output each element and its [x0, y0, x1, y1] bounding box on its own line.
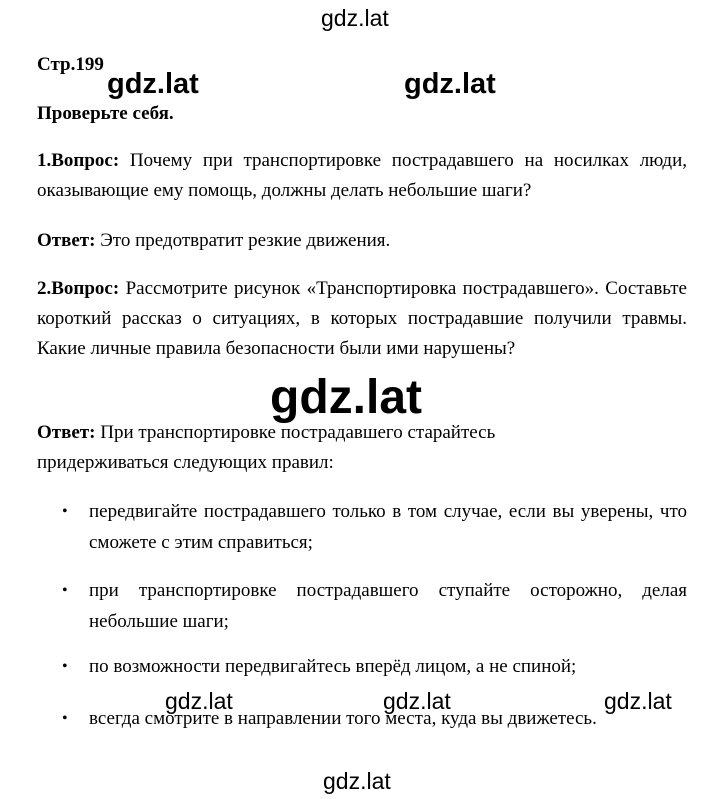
- list-item: [62, 651, 687, 682]
- list-item: [62, 575, 687, 637]
- watermark-small-1: gdz.lat: [165, 688, 233, 714]
- list-item-text: при транспортировке пострадавшего ступайте осторожно, делая небольшие шаги;: [89, 580, 687, 632]
- question-2: [37, 274, 687, 364]
- question-2-label: 2.Вопрос:: [37, 278, 120, 299]
- bullet-icon: •: [62, 582, 68, 599]
- answer-1: [37, 226, 687, 256]
- bullet-icon: •: [62, 658, 68, 675]
- watermark-bold-right: gdz.lat: [404, 68, 496, 100]
- watermark-bold-left: gdz.lat: [107, 68, 199, 100]
- list-item-text: передвигайте пострадавшего только в том случае, если вы уверены, что сможете с этим справиться;: [89, 501, 687, 553]
- answer-2: [37, 418, 557, 478]
- answer-2-label: Ответ:: [37, 422, 96, 443]
- answer-1-label: Ответ:: [37, 230, 96, 251]
- list-item-text: по возможности передвигайтесь вперёд лицом, а не спиной;: [89, 656, 577, 677]
- list-item: [62, 496, 687, 558]
- answer-2-text: При транспортировке пострадавшего старайтесь придерживаться следующих правил:: [37, 422, 496, 473]
- page-reference: Стр.199: [37, 54, 104, 75]
- answer-1-text: Это предотвратит резкие движения.: [95, 230, 391, 251]
- question-1-text: Почему при транспортировке пострадавшего на носилках люди, оказывающие ему помощь, должны делать небольшие шаги?: [37, 150, 687, 201]
- section-title: Проверьте себя.: [37, 103, 174, 124]
- watermark-small-2: gdz.lat: [383, 688, 451, 714]
- question-2-text: Рассмотрите рисунок «Транспортировка пострадавшего». Составьте короткий рассказ о ситуациях, в которых пострадавшие получили травмы. Какие личные правила безопасности были ими нарушены?: [37, 278, 687, 359]
- watermark-center-big: gdz.lat: [270, 371, 422, 424]
- list-item-text: всегда смотрите в направлении того места, куда вы движетесь.: [89, 708, 597, 729]
- watermark-small-3: gdz.lat: [604, 688, 672, 714]
- watermark-bottom: gdz.lat: [323, 768, 391, 794]
- bullet-icon: •: [62, 503, 68, 520]
- question-1: [37, 146, 687, 206]
- question-1-label: 1.Вопрос:: [37, 150, 120, 171]
- bullet-icon: •: [62, 710, 68, 727]
- watermark-top: gdz.lat: [321, 5, 389, 31]
